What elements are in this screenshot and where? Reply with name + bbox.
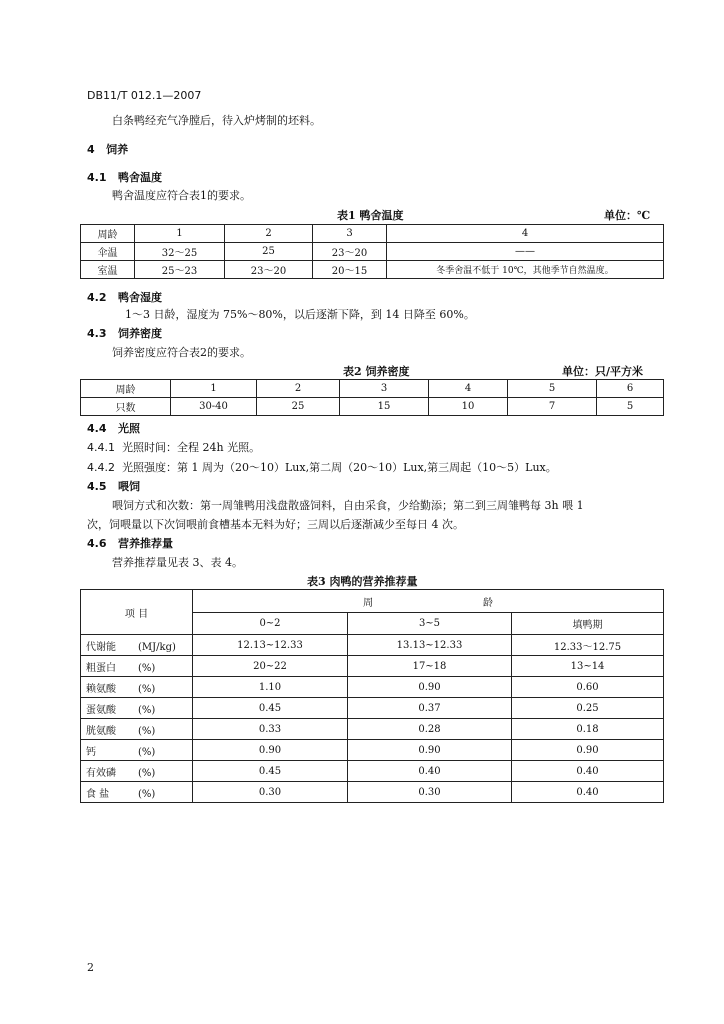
table-header-item: 项 目	[81, 590, 193, 635]
table-cell: 0.60	[512, 677, 664, 698]
table-row	[81, 761, 664, 782]
table-1	[80, 224, 664, 279]
table-header-cell: 3~5	[348, 613, 512, 635]
table-cell: 0.45	[193, 698, 348, 719]
table-row	[81, 398, 664, 416]
section-4-5-text-line-1: 喂饲方式和次数：第一周雏鸭用浅盘散盛饲料，自由采食，少给勤添；第二到三周雏鸭每 3h 喂 1	[112, 499, 584, 512]
section-4-3-text: 饲养密度应符合表2的要求。	[112, 346, 251, 359]
table-row	[81, 656, 664, 677]
table-cell: 3	[340, 380, 429, 398]
table-cell-item: 有效磷 (%)	[81, 761, 193, 782]
table-cell: 5	[597, 398, 664, 416]
section-4-1-heading: 4.1 鸭舍温度	[87, 171, 162, 184]
table-cell: 30-40	[171, 398, 257, 416]
table-cell: 25	[257, 398, 340, 416]
table-header-cell: 填鸭期	[512, 613, 664, 635]
table-cell: 12.33～12.75	[512, 635, 664, 656]
table-cell: 冬季舍温不低于 10℃，其他季节自然温度。	[387, 261, 664, 279]
table-cell: 32～25	[135, 243, 225, 261]
table-cell: 1	[135, 225, 225, 243]
table-cell: 0.30	[193, 782, 348, 803]
table-cell-item: 代谢能 (MJ/kg)	[81, 635, 193, 656]
table-cell: 6	[597, 380, 664, 398]
table-cell: 0.40	[348, 761, 512, 782]
table-cell: 20~22	[193, 656, 348, 677]
table-row	[81, 380, 664, 398]
page-number: 2	[87, 961, 94, 974]
table-cell: 0.18	[512, 719, 664, 740]
table-2-unit: 单位：只/平方米	[562, 365, 644, 378]
table-row	[81, 740, 664, 761]
table-cell: 0.90	[512, 740, 664, 761]
table-cell: 0.90	[193, 740, 348, 761]
table-cell: 0.28	[348, 719, 512, 740]
table-cell: 15	[340, 398, 429, 416]
section-4-5-text-line-2: 次，饲喂量以下次饲喂前食槽基本无料为好；三周以后逐渐减少至每日 4 次。	[87, 518, 464, 531]
table-row	[81, 635, 664, 656]
table-1-caption: 表1 鸭舍温度	[337, 209, 404, 222]
table-cell: 10	[429, 398, 508, 416]
section-4-2-text: 1～3 日龄，湿度为 75%～80%，以后逐渐下降，到 14 日降至 60%。	[125, 308, 475, 321]
table-cell: 5	[508, 380, 597, 398]
section-4-1-text: 鸭舍温度应符合表1的要求。	[112, 189, 251, 202]
document-header: DB11/T 012.1—2007	[87, 89, 202, 102]
table-cell: 0.90	[348, 677, 512, 698]
table-cell: 13.13~12.33	[348, 635, 512, 656]
table-cell: 室温	[81, 261, 135, 279]
table-row	[81, 719, 664, 740]
table-cell: 0.25	[512, 698, 664, 719]
table-3-caption: 表3 肉鸭的营养推荐量	[307, 575, 418, 588]
table-cell: 25～23	[135, 261, 225, 279]
section-4-5-heading: 4.5 喂饲	[87, 480, 140, 493]
table-cell: 23～20	[225, 261, 313, 279]
section-4-6-heading: 4.6 营养推荐量	[87, 537, 173, 550]
table-cell-item: 粗蛋白 (%)	[81, 656, 193, 677]
table-cell: 0.37	[348, 698, 512, 719]
table-cell: 0.40	[512, 761, 664, 782]
table-cell-item: 钙 (%)	[81, 740, 193, 761]
table-cell-item: 蛋氨酸 (%)	[81, 698, 193, 719]
table-cell: 只数	[81, 398, 171, 416]
table-cell: 23～20	[313, 243, 387, 261]
table-cell-item: 食 盐 (%)	[81, 782, 193, 803]
table-cell: 0.90	[348, 740, 512, 761]
table-row	[81, 677, 664, 698]
table-cell: 7	[508, 398, 597, 416]
section-4-3-heading: 4.3 饲养密度	[87, 327, 162, 340]
section-4-6-text: 营养推荐量见表 3、表 4。	[112, 556, 243, 569]
section-4-2-heading: 4.2 鸭舍湿度	[87, 291, 162, 304]
table-cell: ——	[387, 243, 664, 261]
table-cell: 13~14	[512, 656, 664, 677]
table-cell: 25	[225, 243, 313, 261]
table-3	[80, 589, 664, 803]
table-cell: 2	[225, 225, 313, 243]
table-row	[81, 590, 664, 613]
table-cell: 4	[387, 225, 664, 243]
table-row	[81, 261, 664, 279]
table-cell-item: 胱氨酸 (%)	[81, 719, 193, 740]
table-1-unit: 单位：℃	[604, 209, 651, 222]
table-cell: 0.33	[193, 719, 348, 740]
table-row	[81, 225, 664, 243]
table-cell: 2	[257, 380, 340, 398]
intro-paragraph: 白条鸭经充气净膛后，待入炉烤制的坯料。	[112, 114, 321, 127]
table-cell: 17~18	[348, 656, 512, 677]
table-cell: 12.13~12.33	[193, 635, 348, 656]
table-cell: 周龄	[81, 225, 135, 243]
table-row	[81, 782, 664, 803]
table-2	[80, 379, 664, 416]
table-cell: 周龄	[81, 380, 171, 398]
table-cell: 0.40	[512, 782, 664, 803]
table-row	[81, 243, 664, 261]
table-cell: 20～15	[313, 261, 387, 279]
table-row	[81, 698, 664, 719]
section-4-4-2-text: 4.4.2 光照强度：第 1 周为（20～10）Lux,第二周（20～10）Lux,第三周起（10～5）Lux。	[87, 461, 557, 474]
section-4-4-heading: 4.4 光照	[87, 422, 140, 435]
section-4-heading: 4 饲养	[87, 143, 129, 156]
table-cell-item: 赖氨酸 (%)	[81, 677, 193, 698]
section-4-4-1-text: 4.4.1 光照时间：全程 24h 光照。	[87, 441, 261, 454]
table-2-caption: 表2 饲养密度	[343, 365, 410, 378]
table-cell: 3	[313, 225, 387, 243]
table-cell: 4	[429, 380, 508, 398]
table-cell: 0.30	[348, 782, 512, 803]
table-cell: 1.10	[193, 677, 348, 698]
table-cell: 0.45	[193, 761, 348, 782]
table-cell: 伞温	[81, 243, 135, 261]
table-cell: 1	[171, 380, 257, 398]
table-header-week: 周 龄	[193, 590, 664, 613]
table-header-cell: 0~2	[193, 613, 348, 635]
